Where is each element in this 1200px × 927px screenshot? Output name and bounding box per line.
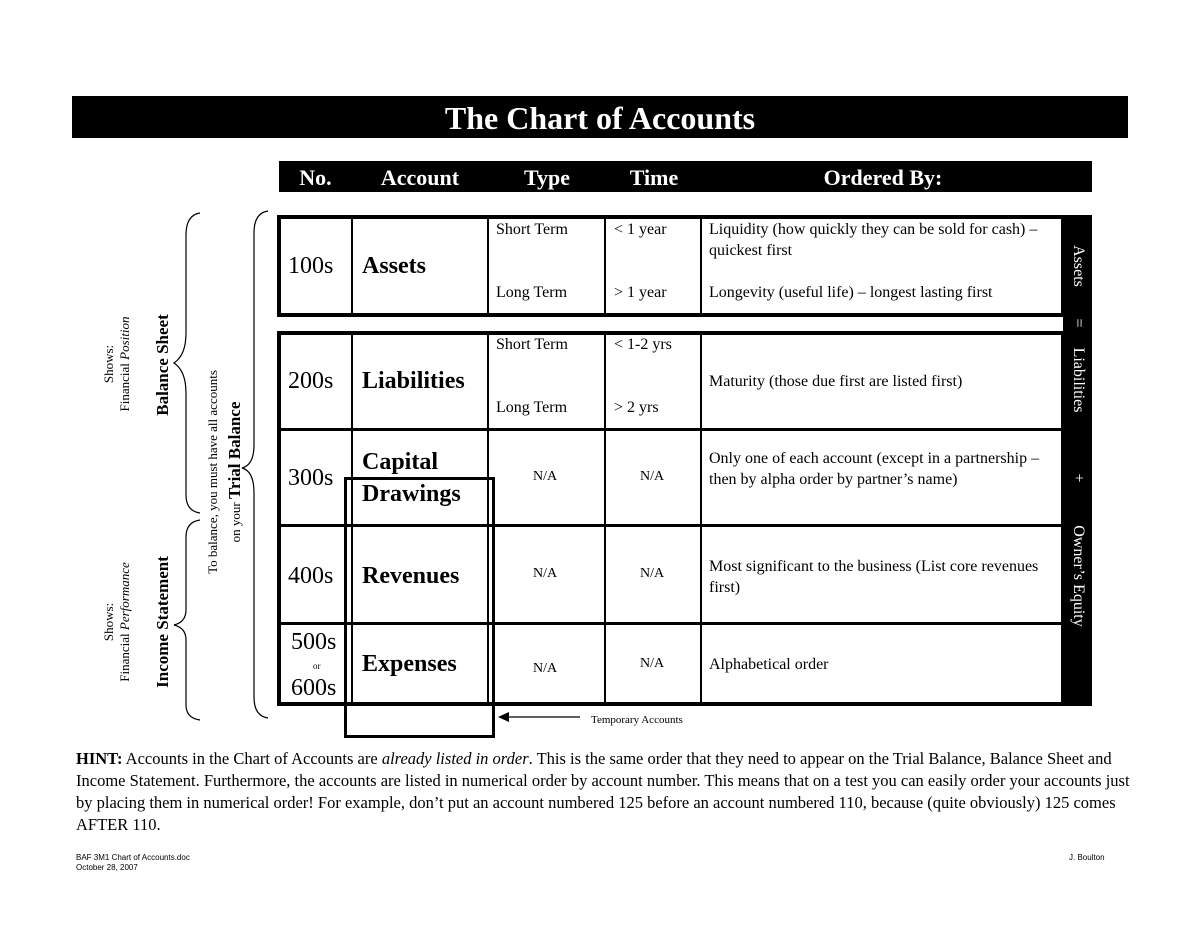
accounting-equation-bar [1063, 215, 1092, 706]
balance-sheet-brace [174, 213, 200, 513]
income-statement-brace [174, 520, 200, 720]
expenses-no-or: or [313, 661, 321, 671]
page-title: The Chart of Accounts [72, 96, 1128, 138]
income-statement-label: Income Statement [153, 556, 172, 688]
equation-owners-equity: Owner’s Equity [1070, 525, 1087, 627]
trial-balance-note-line1: To balance, you must have all accounts [205, 370, 220, 574]
revenues-no: 400s [288, 563, 334, 589]
footer-filename: BAF 3M1 Chart of Accounts.doc [76, 853, 190, 862]
assets-time-short: < 1 year [614, 221, 667, 238]
header-type: Type [523, 165, 571, 190]
income-statement-shows: Shows: [101, 602, 116, 642]
header-time: Time [629, 165, 679, 190]
revenues-type: N/A [533, 566, 558, 581]
hint-label: HINT: [76, 749, 123, 768]
footer-date: October 28, 2007 [76, 863, 138, 872]
header-account: Account [380, 165, 460, 190]
financial-performance-label: Financial Performance [117, 562, 132, 682]
capital-order: Only one of each account (except in a partnership – then by alpha order by partner’s name) [709, 450, 1040, 488]
expenses-no-500: 500s [291, 629, 337, 655]
temporary-accounts-label: Temporary Accounts [591, 714, 683, 726]
equation-liabilities: Liabilities [1070, 347, 1087, 413]
assets-account: Assets [362, 253, 426, 279]
assets-order-long: Longevity (useful life) – longest lasting first [709, 284, 993, 301]
equation-plus: + [1070, 473, 1087, 483]
capital-type: N/A [533, 469, 558, 484]
revenues-time: N/A [640, 566, 665, 581]
trial-balance-note-line2: on your Trial Balance [225, 401, 244, 543]
capital-no: 300s [288, 465, 334, 491]
balance-sheet-label: Balance Sheet [153, 314, 172, 416]
liabilities-account: Liabilities [362, 368, 465, 394]
liabilities-type-long: Long Term [496, 399, 568, 416]
expenses-time: N/A [640, 656, 665, 671]
header-ordered-by: Ordered By: [823, 165, 943, 190]
hint-paragraph: HINT: Accounts in the Chart of Accounts are already listed in order. This is the same order that they need to appear on the Trial Balance, Balance Sheet and Income Statement. Furthermore, the accounts are listed in numerical order by account number. This means that on a test you can easily order your accounts just by placing them in numerical order! For example, don’t put an account numbered 125 before an account numbered 110, because (quite obviously) 125 comes AFTER 110. [76, 749, 1130, 834]
revenues-order: Most significant to the business (List core revenues first) [709, 558, 1039, 596]
equation-equals: = [1070, 318, 1087, 328]
drawings-account: Drawings [362, 481, 461, 507]
assets-time-long: > 1 year [614, 284, 667, 301]
header-no: No. [299, 165, 332, 190]
assets-type-long: Long Term [496, 284, 568, 301]
temporary-accounts-box [344, 477, 495, 738]
capital-account: Capital [362, 449, 439, 475]
footer-author: J. Boulton [1069, 853, 1105, 862]
assets-order-short: Liquidity (how quickly they can be sold for cash) – quickest first [709, 221, 1038, 259]
expenses-account: Expenses [362, 651, 457, 677]
temporary-accounts-arrow [496, 708, 592, 726]
financial-position-label: Financial Position [117, 316, 132, 412]
table-header [279, 161, 1092, 192]
liabilities-time-long: > 2 yrs [614, 399, 659, 416]
revenues-account: Revenues [362, 563, 460, 589]
assets-no: 100s [288, 253, 334, 279]
liabilities-time-short: < 1-2 yrs [614, 336, 672, 353]
expenses-type: N/A [533, 661, 558, 676]
expenses-no-600: 600s [291, 675, 337, 701]
liabilities-no: 200s [288, 368, 334, 394]
equation-assets: Assets [1070, 245, 1087, 287]
expenses-order: Alphabetical order [709, 656, 829, 673]
assets-type-short: Short Term [496, 221, 568, 238]
liabilities-type-short: Short Term [496, 336, 568, 353]
liabilities-order: Maturity (those due first are listed first) [709, 373, 963, 390]
balance-sheet-shows: Shows: [101, 344, 116, 384]
capital-time: N/A [640, 469, 665, 484]
trial-balance-brace [242, 211, 268, 718]
